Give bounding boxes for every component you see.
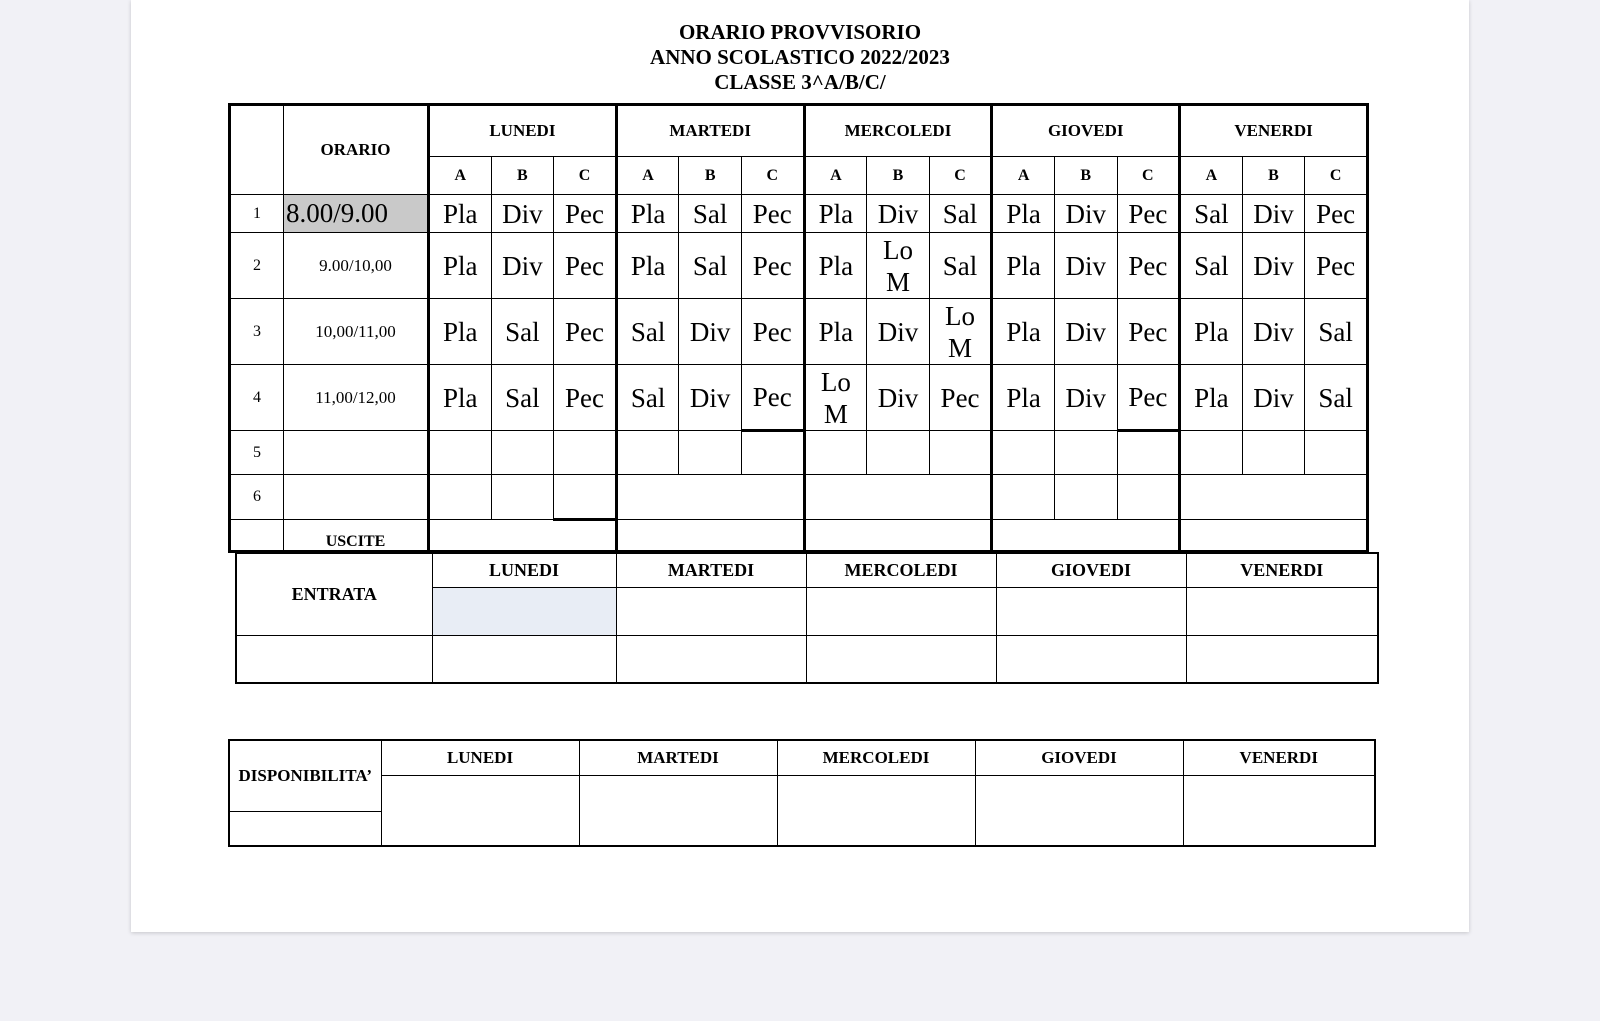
entrata-day-lunedi: LUNEDI [432,553,616,587]
empty-merged-cell-martedi[interactable] [616,475,804,520]
schedule-row [230,475,1368,520]
disp-day-martedi: MARTEDI [579,740,777,775]
school-year-title: ANNO SCOLASTICO 2022/2023 [650,45,950,69]
lesson-cell-mercoledi-b[interactable]: Lo M [867,233,930,299]
lesson-cell-venerdi-b[interactable]: Div [1242,195,1305,233]
time-slot [284,431,429,475]
empty-cell-giovedi-b[interactable] [1054,475,1117,520]
day-header-martedi: MARTEDI [616,105,804,157]
lesson-cell-martedi-b[interactable]: Div [679,299,742,365]
empty-cell-lunedi-a[interactable] [429,431,492,475]
entrata-extra-cell-mercoledi[interactable] [806,635,996,683]
disp-cell-mercoledi[interactable] [777,775,975,846]
uscite-cell-martedi [616,520,804,552]
empty-cell-giovedi-a[interactable] [992,431,1055,475]
lesson-cell-giovedi-b[interactable]: Div [1054,365,1117,431]
lesson-cell-martedi-a[interactable]: Sal [616,365,679,431]
lesson-cell-lunedi-b[interactable]: Sal [491,365,554,431]
lesson-cell-lunedi-a[interactable]: Pla [429,195,492,233]
disponibilita-label: DISPONIBILITA’ [229,740,381,811]
lesson-cell-venerdi-c[interactable]: Sal [1305,299,1368,365]
schedule-row [230,299,1368,365]
subcol-venerdi-b: B [1242,157,1305,195]
empty-cell-venerdi-a[interactable] [1180,431,1243,475]
empty-cell-giovedi-c[interactable] [1117,431,1180,475]
lesson-cell-martedi-c[interactable]: Pec [741,195,804,233]
lesson-cell-lunedi-c[interactable]: Pec [554,195,617,233]
row-number: 4 [230,365,284,431]
empty-cell-lunedi-b[interactable] [491,475,554,520]
schedule-row [230,195,1368,233]
lesson-cell-giovedi-a[interactable]: Pla [992,365,1055,431]
entrata-extra-cell-lunedi[interactable] [432,635,616,683]
lesson-cell-mercoledi-c[interactable]: Lo M [929,299,992,365]
lesson-cell-giovedi-a[interactable]: Pla [992,233,1055,299]
class-title: CLASSE 3^A/B/C/ [714,70,886,94]
subcol-martedi-b: B [679,157,742,195]
lesson-cell-giovedi-c[interactable]: Pec [1117,299,1180,365]
entrata-day-mercoledi: MERCOLEDI [806,553,996,587]
lesson-cell-mercoledi-a[interactable]: Pla [804,233,867,299]
lesson-cell-mercoledi-b[interactable]: Div [867,299,930,365]
lesson-cell-mercoledi-c[interactable]: Sal [929,233,992,299]
row-number: 6 [230,475,284,520]
lesson-cell-venerdi-a[interactable]: Sal [1180,233,1243,299]
lesson-cell-venerdi-c[interactable]: Pec [1305,233,1368,299]
lesson-cell-lunedi-a[interactable]: Pla [429,365,492,431]
subcol-giovedi-b: B [1054,157,1117,195]
corner-cell [230,105,284,195]
lesson-cell-mercoledi-a[interactable]: Pla [804,299,867,365]
schedule-row [230,233,1368,299]
disp-day-mercoledi: MERCOLEDI [777,740,975,775]
day-header-mercoledi: MERCOLEDI [804,105,992,157]
schedule-table [228,103,1369,553]
empty-cell-lunedi-c[interactable] [554,475,617,520]
lesson-cell-lunedi-c[interactable]: Pec [554,233,617,299]
document-page [131,0,1469,932]
lesson-cell-martedi-c[interactable]: Pec [741,365,804,431]
lesson-cell-mercoledi-c[interactable]: Sal [929,195,992,233]
lesson-cell-mercoledi-b[interactable]: Div [867,195,930,233]
disp-cell-martedi[interactable] [579,775,777,846]
day-header-venerdi: VENERDI [1180,105,1368,157]
entrata-cell-mercoledi[interactable] [806,587,996,635]
disp-cell-lunedi[interactable] [381,775,579,846]
empty-cell-lunedi-c[interactable] [554,431,617,475]
lesson-cell-martedi-a[interactable]: Sal [616,299,679,365]
time-slot: 8.00/9.00 [284,195,429,233]
lesson-cell-martedi-b[interactable]: Sal [679,233,742,299]
empty-cell-martedi-c[interactable] [741,431,804,475]
uscite-num-cell [230,520,284,552]
time-slot: 10,00/11,00 [284,299,429,365]
lesson-cell-giovedi-b[interactable]: Div [1054,299,1117,365]
subcol-lunedi-b: B [491,157,554,195]
time-slot: 11,00/12,00 [284,365,429,431]
lesson-cell-mercoledi-a[interactable]: Pla [804,195,867,233]
subcol-venerdi-a: A [1180,157,1243,195]
orario-header: ORARIO [284,105,429,195]
uscite-cell-giovedi [992,520,1180,552]
row-number: 5 [230,431,284,475]
disp-day-giovedi: GIOVEDI [975,740,1183,775]
entrata-label: ENTRATA [236,553,432,635]
lesson-cell-martedi-b[interactable]: Sal [679,195,742,233]
uscite-row [230,520,1368,552]
subcol-lunedi-a: A [429,157,492,195]
subcol-mercoledi-b: B [867,157,930,195]
lesson-cell-lunedi-a[interactable]: Pla [429,233,492,299]
lesson-cell-martedi-c[interactable]: Pec [741,299,804,365]
lesson-cell-lunedi-b[interactable]: Div [491,195,554,233]
lesson-cell-lunedi-a[interactable]: Pla [429,299,492,365]
entrata-cell-lunedi[interactable] [432,587,616,635]
disponibilita-table [228,739,1376,847]
lesson-cell-giovedi-b[interactable]: Div [1054,195,1117,233]
lesson-cell-mercoledi-a[interactable]: Lo M [804,365,867,431]
row-number: 3 [230,299,284,365]
row-number: 2 [230,233,284,299]
empty-merged-cell-venerdi[interactable] [1180,475,1368,520]
lesson-cell-giovedi-c[interactable]: Pec [1117,195,1180,233]
lesson-cell-venerdi-b[interactable]: Div [1242,365,1305,431]
entrata-extra-label-cell[interactable] [236,635,432,683]
subcol-mercoledi-a: A [804,157,867,195]
lesson-cell-giovedi-b[interactable]: Div [1054,233,1117,299]
lesson-cell-martedi-c[interactable]: Pec [741,233,804,299]
disp-day-lunedi: LUNEDI [381,740,579,775]
empty-cell-venerdi-b[interactable] [1242,431,1305,475]
lesson-cell-venerdi-b[interactable]: Div [1242,233,1305,299]
entrata-table [235,552,1379,684]
lesson-cell-martedi-a[interactable]: Pla [616,233,679,299]
lesson-cell-giovedi-a[interactable]: Pla [992,195,1055,233]
lesson-cell-lunedi-c[interactable]: Pec [554,299,617,365]
lesson-cell-martedi-b[interactable]: Div [679,365,742,431]
subcol-lunedi-c: C [554,157,617,195]
lesson-cell-venerdi-a[interactable]: Pla [1180,365,1243,431]
empty-cell-martedi-a[interactable] [616,431,679,475]
lesson-cell-lunedi-b[interactable]: Div [491,233,554,299]
empty-cell-giovedi-a[interactable] [992,475,1055,520]
empty-cell-lunedi-b[interactable] [491,431,554,475]
empty-cell-mercoledi-a[interactable] [804,431,867,475]
lesson-cell-giovedi-c[interactable]: Pec [1117,233,1180,299]
schedule-row [230,431,1368,475]
lesson-cell-venerdi-c[interactable]: Sal [1305,365,1368,431]
lesson-cell-giovedi-c[interactable]: Pec [1117,365,1180,431]
entrata-extra-cell-venerdi[interactable] [1186,635,1378,683]
disp-cell-venerdi[interactable] [1183,775,1375,846]
subcol-martedi-c: C [741,157,804,195]
subcol-venerdi-c: C [1305,157,1368,195]
day-header-lunedi: LUNEDI [429,105,617,157]
lesson-cell-giovedi-a[interactable]: Pla [992,299,1055,365]
entrata-extra-cell-giovedi[interactable] [996,635,1186,683]
uscite-cell-mercoledi [804,520,992,552]
empty-cell-venerdi-c[interactable] [1305,431,1368,475]
lesson-cell-venerdi-a[interactable]: Pla [1180,299,1243,365]
subcol-martedi-a: A [616,157,679,195]
lesson-cell-venerdi-b[interactable]: Div [1242,299,1305,365]
lesson-cell-mercoledi-c[interactable]: Pec [929,365,992,431]
empty-cell-lunedi-a[interactable] [429,475,492,520]
schedule-body [230,195,1368,520]
uscite-label: USCITE [284,520,429,552]
empty-cell-giovedi-b[interactable] [1054,431,1117,475]
lesson-cell-martedi-a[interactable]: Pla [616,195,679,233]
entrata-cell-martedi[interactable] [616,587,806,635]
disp-day-venerdi: VENERDI [1183,740,1375,775]
entrata-cell-venerdi[interactable] [1186,587,1378,635]
subcol-mercoledi-c: C [929,157,992,195]
empty-cell-martedi-b[interactable] [679,431,742,475]
lesson-cell-venerdi-a[interactable]: Sal [1180,195,1243,233]
day-header-giovedi: GIOVEDI [992,105,1180,157]
empty-merged-cell-mercoledi[interactable] [804,475,992,520]
uscite-cell-lunedi [429,520,617,552]
time-slot [284,475,429,520]
entrata-cell-giovedi[interactable] [996,587,1186,635]
row-number: 1 [230,195,284,233]
entrata-day-giovedi: GIOVEDI [996,553,1186,587]
empty-cell-mercoledi-b[interactable] [867,431,930,475]
lesson-cell-lunedi-b[interactable]: Sal [491,299,554,365]
disp-cell-giovedi[interactable] [975,775,1183,846]
entrata-day-venerdi: VENERDI [1186,553,1378,587]
subcol-giovedi-c: C [1117,157,1180,195]
lesson-cell-lunedi-c[interactable]: Pec [554,365,617,431]
schedule-row [230,365,1368,431]
document-title: ORARIO PROVVISORIO [678,20,922,44]
subcol-giovedi-a: A [992,157,1055,195]
empty-cell-mercoledi-c[interactable] [929,431,992,475]
disp-extra-label-cell[interactable] [229,811,381,846]
lesson-cell-venerdi-c[interactable]: Pec [1305,195,1368,233]
uscite-cell-venerdi [1180,520,1368,552]
empty-cell-giovedi-c[interactable] [1117,475,1180,520]
entrata-extra-cell-martedi[interactable] [616,635,806,683]
lesson-cell-mercoledi-b[interactable]: Div [867,365,930,431]
time-slot: 9.00/10,00 [284,233,429,299]
entrata-day-martedi: MARTEDI [616,553,806,587]
